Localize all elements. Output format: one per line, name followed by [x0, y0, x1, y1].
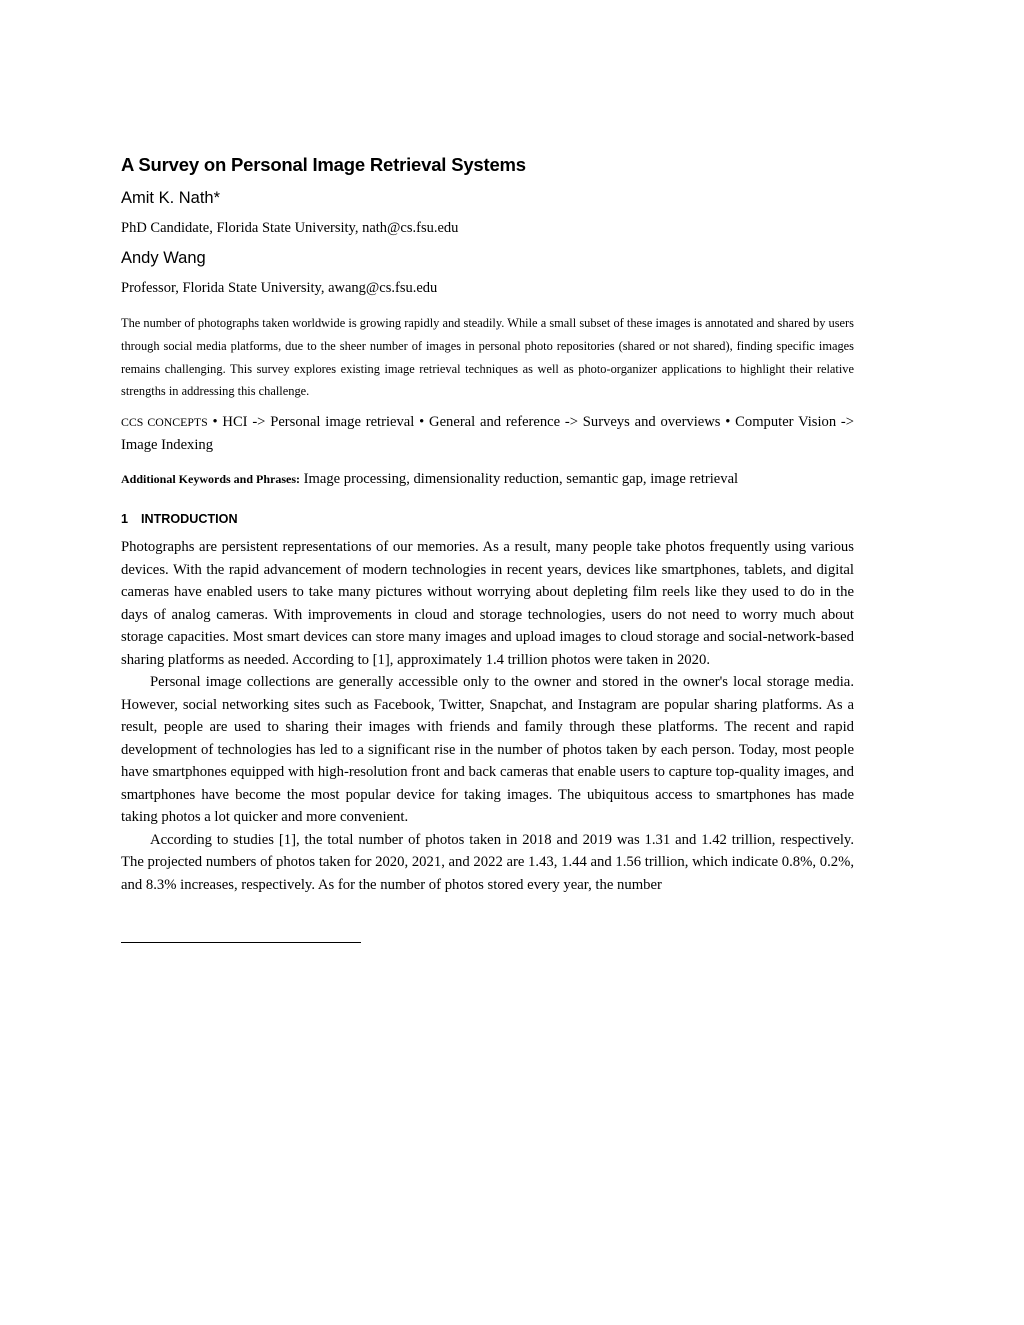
body-paragraph-2: Personal image collections are generally accessible only to the owner and stored in the owner's local storage media. However, social networking sites such as Facebook, Twitter, Snapchat, and Instagram are popular sharing platforms. As a result, people are used to sharing their images with friends and family through these platforms. The recent and rapid development of technologies has led to a significant rise in the number of photos taken by each person. Today, most people have smartphones equipped with high-resolution front and back cameras that enable users to capture top-quality images, and smartphones have become the most popular device for taking images. The ubiquitous access to smartphones has made taking photos a lot quicker and more convenient.: [121, 674, 854, 826]
footnote-divider: [121, 942, 361, 943]
ccs-label: CCS CONCEPTS: [121, 415, 208, 430]
author-affiliation-2: Professor, Florida State University, awang@cs.fsu.edu: [121, 280, 438, 296]
abstract: The number of photographs taken worldwide is growing rapidly and steadily. While a small subset of these images is annotated and shared by users through social media platforms, due to the sheer number of images in personal photo repositories (shared or not shared), finding specific images remains challenging. This survey explores existing image retrieval techniques as well as photo-organizer applications to highlight their relative strengths in addressing this challenge.: [121, 316, 854, 399]
paper-page: [121, 152, 854, 896]
keywords-text: Image processing, dimensionality reduction, semantic gap, image retrieval: [300, 471, 739, 488]
author-affiliation-1: PhD Candidate, Florida State University, nath@cs.fsu.edu: [121, 220, 459, 236]
section-title: INTRODUCTION: [141, 512, 238, 527]
paper-title: A Survey on Personal Image Retrieval Systems: [121, 154, 526, 175]
body-paragraph-3: According to studies [1], the total number of photos taken in 2018 and 2019 was 1.31 and 1.42 trillion, respectively. The projected numbers of photos taken for 2020, 2021, and 2022 are 1.43, 1.44 and 1.56 trillion, which indicate 0.8%, 0.2%, and 8.3% increases, respectively. As for the number of photos stored every year, the number: [121, 831, 854, 893]
section-number: 1: [121, 512, 129, 527]
author-name-2: Andy Wang: [121, 249, 206, 267]
body-paragraph-1: Photographs are persistent representations of our memories. As a result, many people take photos frequently using various devices. With the rapid advancement of modern technologies in recent years, devices like smartphones, tablets, and digital cameras have enabled users to take many pictures without worrying about depleting film reels like they used to do in the days of analog cameras. With improvements in cloud and storage technologies, users do not need to worry much about storage capacities. Most smart devices can store many images and upload images to cloud storage and social-network-based sharing platforms as needed. According to [1], approximately 1.4 trillion photos were taken in 2020.: [121, 539, 854, 668]
keywords-label: Additional Keywords and Phrases:: [121, 472, 301, 487]
section-heading: [121, 510, 854, 528]
author-name-1: Amit K. Nath*: [121, 189, 221, 207]
ccs-concepts: [121, 411, 854, 456]
ccs-text: • HCI -> Personal image retrieval • General and reference -> Surveys and overviews • Computer Vision -> Image Indexing: [121, 414, 854, 453]
keywords: [121, 468, 854, 490]
